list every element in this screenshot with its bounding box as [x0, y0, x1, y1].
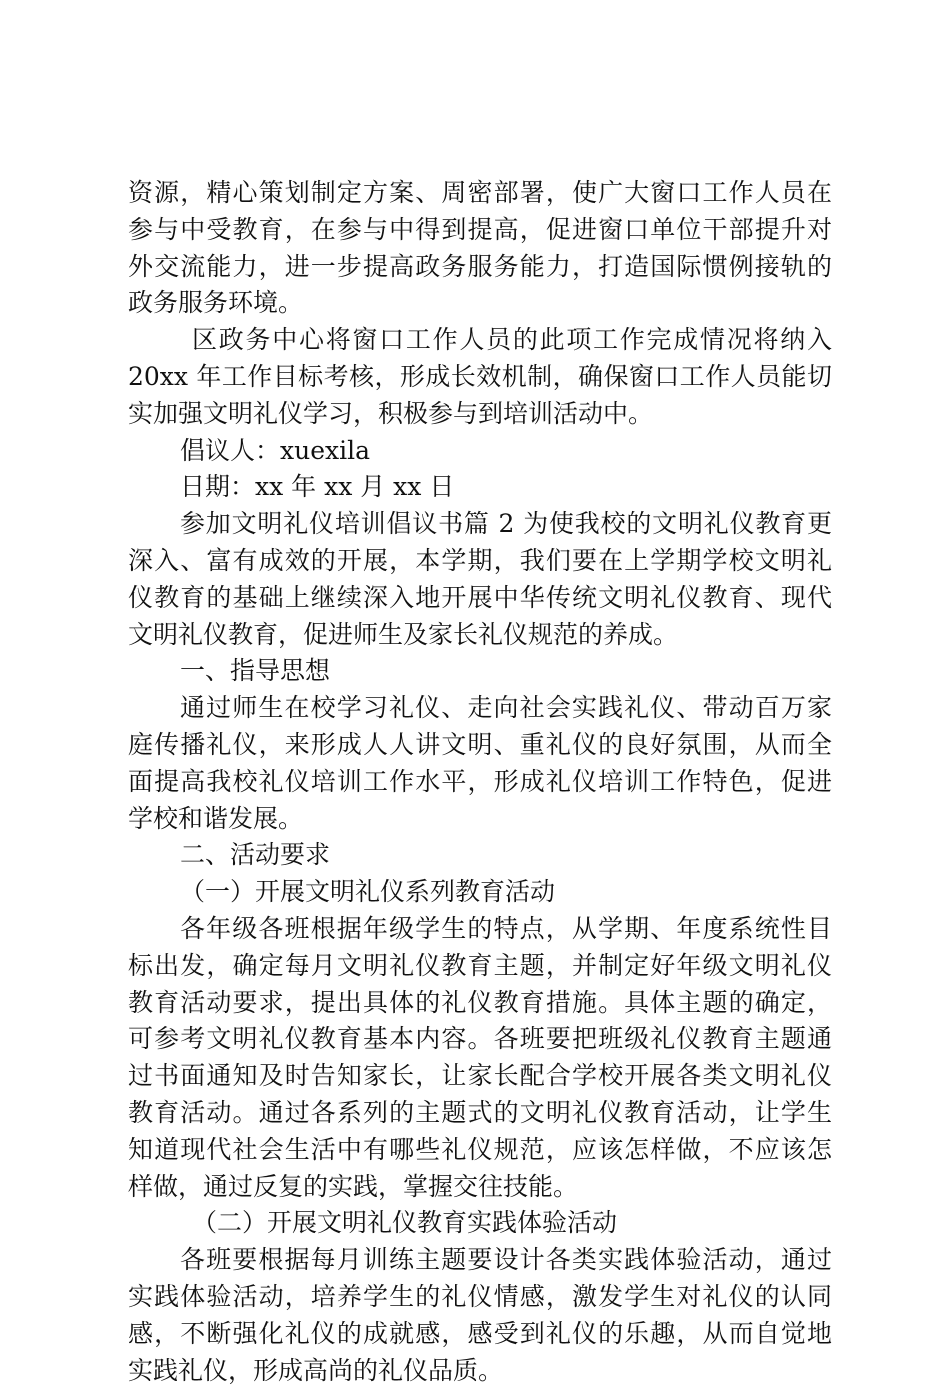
- text-line: 标出发，确定每月文明礼仪教育主题，并制定好年级文明礼仪: [128, 948, 832, 985]
- text-line: 样做，通过反复的实践，掌握交往技能。: [128, 1169, 832, 1206]
- text-line: 政务服务环境。: [128, 285, 832, 322]
- text-line: 各年级各班根据年级学生的特点，从学期、年度系统性目: [128, 911, 832, 948]
- text-line: 实加强文明礼仪学习，积极参与到培训活动中。: [128, 396, 832, 433]
- text-line: 实践礼仪，形成高尚的礼仪品质。: [128, 1353, 832, 1389]
- text-line: 仪教育的基础上继续深入地开展中华传统文明礼仪教育、现代: [128, 580, 832, 617]
- text-line: 20xx 年工作目标考核，形成长效机制，确保窗口工作人员能切: [128, 359, 832, 396]
- text-line: 面提高我校礼仪培训工作水平，形成礼仪培训工作特色，促进: [128, 764, 832, 801]
- text-line: 通过师生在校学习礼仪、走向社会实践礼仪、带动百万家: [128, 690, 832, 727]
- text-line: 区政务中心将窗口工作人员的此项工作完成情况将纳入: [128, 322, 832, 359]
- text-line: 倡议人：xuexila: [128, 433, 832, 470]
- text-line: 感，不断强化礼仪的成就感，感受到礼仪的乐趣，从而自觉地: [128, 1316, 832, 1353]
- text-line: 教育活动。通过各系列的主题式的文明礼仪教育活动，让学生: [128, 1095, 832, 1132]
- text-line: 过书面通知及时告知家长，让家长配合学校开展各类文明礼仪: [128, 1058, 832, 1095]
- text-line: 深入、富有成效的开展，本学期，我们要在上学期学校文明礼: [128, 543, 832, 580]
- text-line: （一）开展文明礼仪系列教育活动: [128, 874, 832, 911]
- text-line: （二）开展文明礼仪教育实践体验活动: [128, 1205, 832, 1242]
- text-line: 庭传播礼仪，来形成人人讲文明、重礼仪的良好氛围，从而全: [128, 727, 832, 764]
- text-line: 教育活动要求，提出具体的礼仪教育措施。具体主题的确定，: [128, 985, 832, 1022]
- text-line: 二、活动要求: [128, 837, 832, 874]
- text-line: 实践体验活动，培养学生的礼仪情感，激发学生对礼仪的认同: [128, 1279, 832, 1316]
- text-line: 学校和谐发展。: [128, 801, 832, 838]
- text-line: 文明礼仪教育，促进师生及家长礼仪规范的养成。: [128, 617, 832, 654]
- text-line: 资源，精心策划制定方案、周密部署，使广大窗口工作人员在: [128, 175, 832, 212]
- text-line: 参与中受教育，在参与中得到提高，促进窗口单位干部提升对: [128, 212, 832, 249]
- text-line: 外交流能力，进一步提高政务服务能力，打造国际惯例接轨的: [128, 249, 832, 286]
- text-line: 参加文明礼仪培训倡议书篇 2 为使我校的文明礼仪教育更: [128, 506, 832, 543]
- text-line: 可参考文明礼仪教育基本内容。各班要把班级礼仪教育主题通: [128, 1021, 832, 1058]
- text-line: 一、指导思想: [128, 653, 832, 690]
- text-line: 各班要根据每月训练主题要设计各类实践体验活动，通过: [128, 1242, 832, 1279]
- text-line: 知道现代社会生活中有哪些礼仪规范，应该怎样做，不应该怎: [128, 1132, 832, 1169]
- document-body: [128, 175, 832, 1389]
- text-line: 日期：xx 年 xx 月 xx 日: [128, 469, 832, 506]
